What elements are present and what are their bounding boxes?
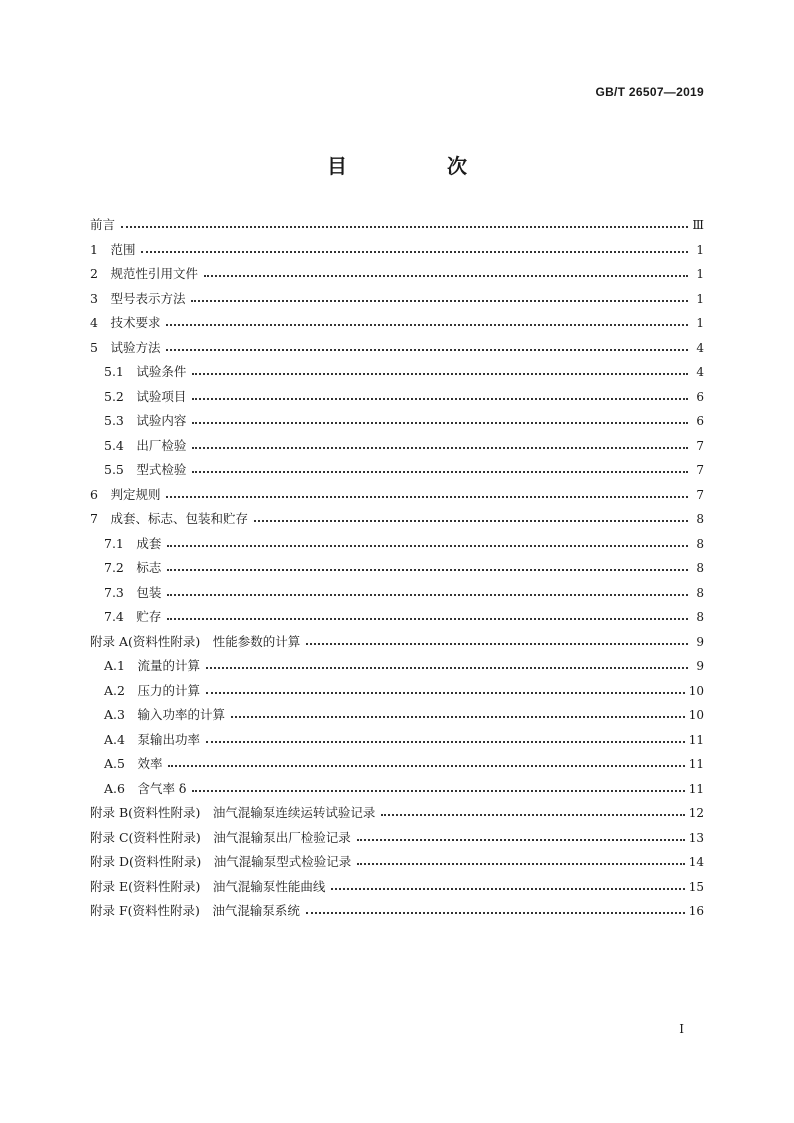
toc-entry[interactable] [90, 607, 704, 632]
toc-entry-page: 14 [688, 855, 704, 869]
toc-entry-page: 8 [696, 585, 704, 600]
toc-entry-page: 11 [688, 732, 704, 747]
toc-leader-dots [231, 707, 685, 719]
toc-leader-dots [192, 781, 684, 793]
toc-entry[interactable] [90, 289, 704, 314]
toc-entry-label: 3 型号表示方法 [90, 290, 186, 306]
toc-entry-label: 7.1 成套 [104, 535, 162, 551]
toc-entry[interactable] [90, 656, 704, 681]
toc-entry[interactable] [90, 681, 704, 706]
toc-entry-label: 附录 A(资料性附录) 性能参数的计算 [90, 633, 301, 649]
toc-entry[interactable] [90, 803, 704, 828]
toc-entry[interactable] [90, 240, 704, 265]
toc-entry-page: 1 [696, 242, 704, 257]
toc-entry-label: 7.4 贮存 [104, 609, 162, 624]
toc-entry-label: 4 技术要求 [90, 315, 161, 330]
toc-entry-page: 11 [688, 757, 704, 771]
toc-entry-label: 附录 C(资料性附录) 油气混输泵出厂检验记录 [90, 829, 351, 845]
toc-entry-page: 13 [688, 830, 704, 845]
toc-entry-page: 15 [688, 879, 704, 894]
toc-entry-label: 7.2 标志 [104, 560, 162, 575]
toc-leader-dots [167, 560, 688, 572]
toc-entry[interactable] [90, 509, 704, 534]
toc-entry-label: A.5 效率 [104, 756, 163, 771]
toc-entry-page: Ⅲ [692, 218, 704, 232]
toc-entry-page: 10 [688, 683, 704, 698]
toc-leader-dots [254, 511, 688, 523]
toc-entry-page: 6 [696, 389, 704, 404]
toc-entry[interactable] [90, 313, 704, 338]
toc-leader-dots [167, 609, 688, 621]
toc-entry[interactable] [90, 264, 704, 289]
page-title: 目 次 [327, 154, 507, 178]
toc-entry-label: 附录 D(资料性附录) 油气混输泵型式检验记录 [90, 854, 352, 869]
toc-entry-page: 7 [696, 463, 704, 477]
toc-entry[interactable] [90, 852, 704, 877]
toc-entry-page: 1 [696, 316, 704, 330]
toc-leader-dots [168, 756, 684, 768]
toc-entry[interactable] [90, 632, 704, 657]
toc-entry[interactable] [90, 754, 704, 779]
toc-entry[interactable] [90, 387, 704, 412]
toc-leader-dots [192, 389, 688, 401]
toc-entry-label: 前言 [90, 217, 116, 232]
toc-entry-page: 6 [696, 414, 704, 428]
toc-entry[interactable] [90, 534, 704, 559]
toc-entry-page: 4 [696, 365, 704, 379]
toc-leader-dots [167, 585, 688, 597]
toc-entry-label: A.4 泵输出功率 [104, 731, 200, 747]
toc-entry[interactable] [90, 485, 704, 510]
toc-entry-label: 5.3 试验内容 [104, 413, 187, 428]
toc-leader-dots [206, 683, 685, 695]
toc-leader-dots [306, 634, 688, 646]
toc-entry-page: 1 [696, 267, 704, 281]
toc-leader-dots [141, 242, 688, 254]
toc-leader-dots [192, 413, 688, 425]
toc-entry-label: A.2 压力的计算 [104, 682, 200, 698]
toc-entry-label: 附录 B(资料性附录) 油气混输泵连续运转试验记录 [90, 805, 376, 820]
table-of-contents [90, 215, 704, 926]
toc-entry[interactable] [90, 215, 704, 240]
toc-entry-label: 5.2 试验项目 [104, 388, 187, 404]
toc-entry-label: 附录 E(资料性附录) 油气混输泵性能曲线 [90, 878, 326, 894]
toc-entry[interactable] [90, 828, 704, 853]
toc-entry-label: 1 范围 [90, 241, 136, 257]
toc-entry[interactable] [90, 583, 704, 608]
toc-leader-dots [306, 903, 685, 915]
toc-leader-dots [121, 217, 688, 229]
toc-entry-label: A.6 含气率 δ [104, 780, 187, 796]
toc-entry-label: 附录 F(资料性附录) 油气混输泵系统 [90, 903, 300, 918]
toc-leader-dots [357, 854, 684, 866]
toc-entry-page: 16 [688, 904, 704, 918]
toc-entry-page: 9 [696, 659, 704, 673]
toc-entry-label: A.3 输入功率的计算 [104, 707, 225, 722]
toc-leader-dots [357, 830, 685, 842]
toc-entry-page: 12 [688, 806, 704, 820]
toc-entry[interactable] [90, 779, 704, 804]
toc-entry-page: 7 [696, 487, 704, 502]
toc-leader-dots [166, 340, 688, 352]
toc-entry-page: 8 [696, 512, 704, 526]
toc-entry-page: 9 [696, 634, 704, 649]
toc-entry[interactable] [90, 338, 704, 363]
toc-entry-label: 7 成套、标志、包装和贮存 [90, 511, 248, 526]
toc-entry-label: 5 试验方法 [90, 339, 161, 355]
toc-entry-label: 5.1 试验条件 [104, 364, 187, 379]
toc-entry-label: 6 判定规则 [90, 486, 161, 502]
toc-entry[interactable] [90, 877, 704, 902]
toc-leader-dots [191, 291, 688, 303]
toc-leader-dots [166, 487, 688, 499]
toc-leader-dots [166, 315, 688, 327]
toc-leader-dots [381, 805, 684, 817]
toc-entry-label: 5.4 出厂检验 [104, 437, 187, 453]
toc-leader-dots [206, 732, 685, 744]
toc-entry-page: 8 [696, 610, 704, 624]
toc-entry[interactable] [90, 730, 704, 755]
toc-entry[interactable] [90, 558, 704, 583]
toc-leader-dots [204, 266, 688, 278]
toc-entry-label: 7.3 包装 [104, 584, 162, 600]
toc-entry[interactable] [90, 705, 704, 730]
toc-entry[interactable] [90, 460, 704, 485]
page-number: I [679, 1022, 684, 1036]
toc-entry-label: A.1 流量的计算 [104, 658, 200, 673]
toc-leader-dots [192, 462, 688, 474]
toc-entry-page: 4 [696, 340, 704, 355]
toc-entry-page: 7 [696, 438, 704, 453]
toc-entry-page: 10 [688, 708, 704, 722]
toc-leader-dots [331, 879, 684, 891]
standard-number: GB/T 26507—2019 [595, 85, 704, 99]
toc-entry[interactable] [90, 901, 704, 926]
toc-leader-dots [167, 536, 688, 548]
toc-entry[interactable] [90, 436, 704, 461]
toc-entry-label: 5.5 型式检验 [104, 462, 187, 477]
toc-entry[interactable] [90, 411, 704, 436]
toc-entry-label: 2 规范性引用文件 [90, 266, 198, 281]
toc-leader-dots [192, 438, 688, 450]
toc-leader-dots [192, 364, 688, 376]
toc-entry[interactable] [90, 362, 704, 387]
toc-entry-page: 1 [696, 291, 704, 306]
toc-entry-page: 8 [696, 536, 704, 551]
toc-entry-page: 8 [696, 561, 704, 575]
toc-leader-dots [206, 658, 688, 670]
toc-entry-page: 11 [688, 781, 704, 796]
